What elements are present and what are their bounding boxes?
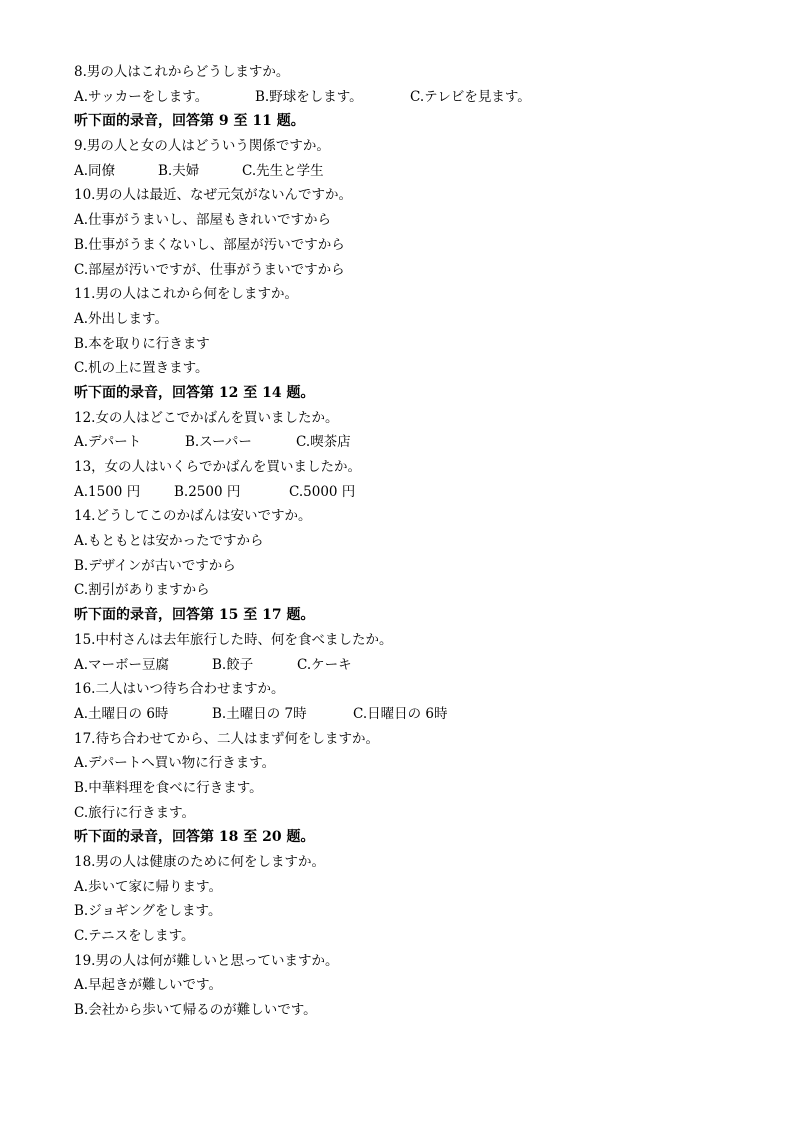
option-b: B.会社から歩いて帰るのが難しいです。 (74, 1002, 317, 1019)
option-b: B.スーパー (185, 434, 252, 451)
option-c: C.割引がありますから (74, 582, 210, 599)
option-c: C.部屋が汚いですが、仕事がうまいですから (74, 261, 345, 278)
question-12: 12.女の人はどこでかばんを買いましたか。 (74, 409, 339, 426)
option-a: A.サッカーをします。 (74, 88, 209, 105)
section-heading-12-14: 听下面的录音，回答第 12 至 14 题。 (74, 384, 315, 401)
section-heading-18-20: 听下面的录音，回答第 18 至 20 题。 (74, 829, 315, 846)
option-b: B.ジョギングをします。 (74, 903, 222, 920)
option-b: B.野球をします。 (255, 88, 363, 105)
option-b: B.デザインが古いですから (74, 557, 236, 574)
option-a: A.早起きが難しいです。 (74, 977, 222, 994)
option-b: B.本を取りに行きます (74, 335, 210, 352)
option-c: C.テレビを見ます。 (410, 88, 531, 105)
question-13-options (74, 480, 734, 505)
question-12-options (74, 430, 734, 455)
option-c: C.テニスをします。 (74, 928, 195, 945)
option-a: A.1500 円 (74, 483, 141, 500)
option-b: B.2500 円 (174, 483, 241, 500)
option-c: C.5000 円 (289, 483, 356, 500)
option-c: C.先生と学生 (242, 162, 324, 179)
option-b: B.夫婦 (158, 162, 200, 179)
option-b: B.餃子 (212, 656, 254, 673)
option-c: C.ケーキ (297, 656, 352, 673)
option-a: A.デパート (74, 434, 142, 451)
option-a: A.外出します。 (74, 310, 168, 327)
question-8-options (74, 85, 734, 110)
option-b: B.土曜日の 7時 (212, 705, 307, 722)
option-a: A.デパートへ買い物に行きます。 (74, 755, 276, 772)
question-8: 8.男の人はこれからどうしますか。 (74, 64, 290, 80)
option-c: C.日曜日の 6時 (353, 705, 448, 722)
option-a: A.仕事がうまいし、部屋もきれいですから (74, 212, 332, 229)
question-11: 11.男の人はこれから何をしますか。 (74, 286, 298, 303)
document-page (74, 60, 734, 1023)
question-17: 17.待ち合わせてから、二人はまず何をしますか。 (74, 730, 379, 747)
section-heading-9-11: 听下面的录音，回答第 9 至 11 题。 (74, 113, 305, 130)
question-19: 19.男の人は何が難しいと思っていますか。 (74, 952, 339, 969)
question-15-options (74, 653, 734, 678)
question-14: 14.どうしてこのかばんは安いですか。 (74, 508, 312, 525)
question-9-options (74, 159, 734, 184)
option-c: C.喫茶店 (296, 434, 351, 451)
option-a: A.歩いて家に帰ります。 (74, 878, 222, 895)
question-9: 9.男の人と女の人はどういう関係ですか。 (74, 138, 330, 155)
section-heading-15-17: 听下面的录音，回答第 15 至 17 题。 (74, 607, 315, 624)
option-a: A.同僚 (74, 162, 116, 179)
option-a: A.もともとは安かったですから (74, 533, 264, 550)
question-15: 15.中村さんは去年旅行した時、何を食べましたか。 (74, 631, 393, 648)
option-b: B.中華料理を食べに行きます。 (74, 779, 263, 796)
question-13: 13，女の人はいくらでかばんを買いましたか。 (74, 459, 362, 475)
question-16: 16.二人はいつ待ち合わせますか。 (74, 681, 285, 698)
question-16-options (74, 702, 734, 727)
option-a: A.マーボー豆腐 (74, 656, 170, 673)
question-18: 18.男の人は健康のために何をしますか。 (74, 854, 325, 870)
option-c: C.机の上に置きます。 (74, 360, 209, 377)
option-b: B.仕事がうまくないし、部屋が汚いですから (74, 236, 345, 253)
option-a: A.土曜日の 6時 (74, 705, 169, 722)
option-c: C.旅行に行きます。 (74, 804, 196, 821)
question-10: 10.男の人は最近、なぜ元気がないんですか。 (74, 187, 352, 204)
